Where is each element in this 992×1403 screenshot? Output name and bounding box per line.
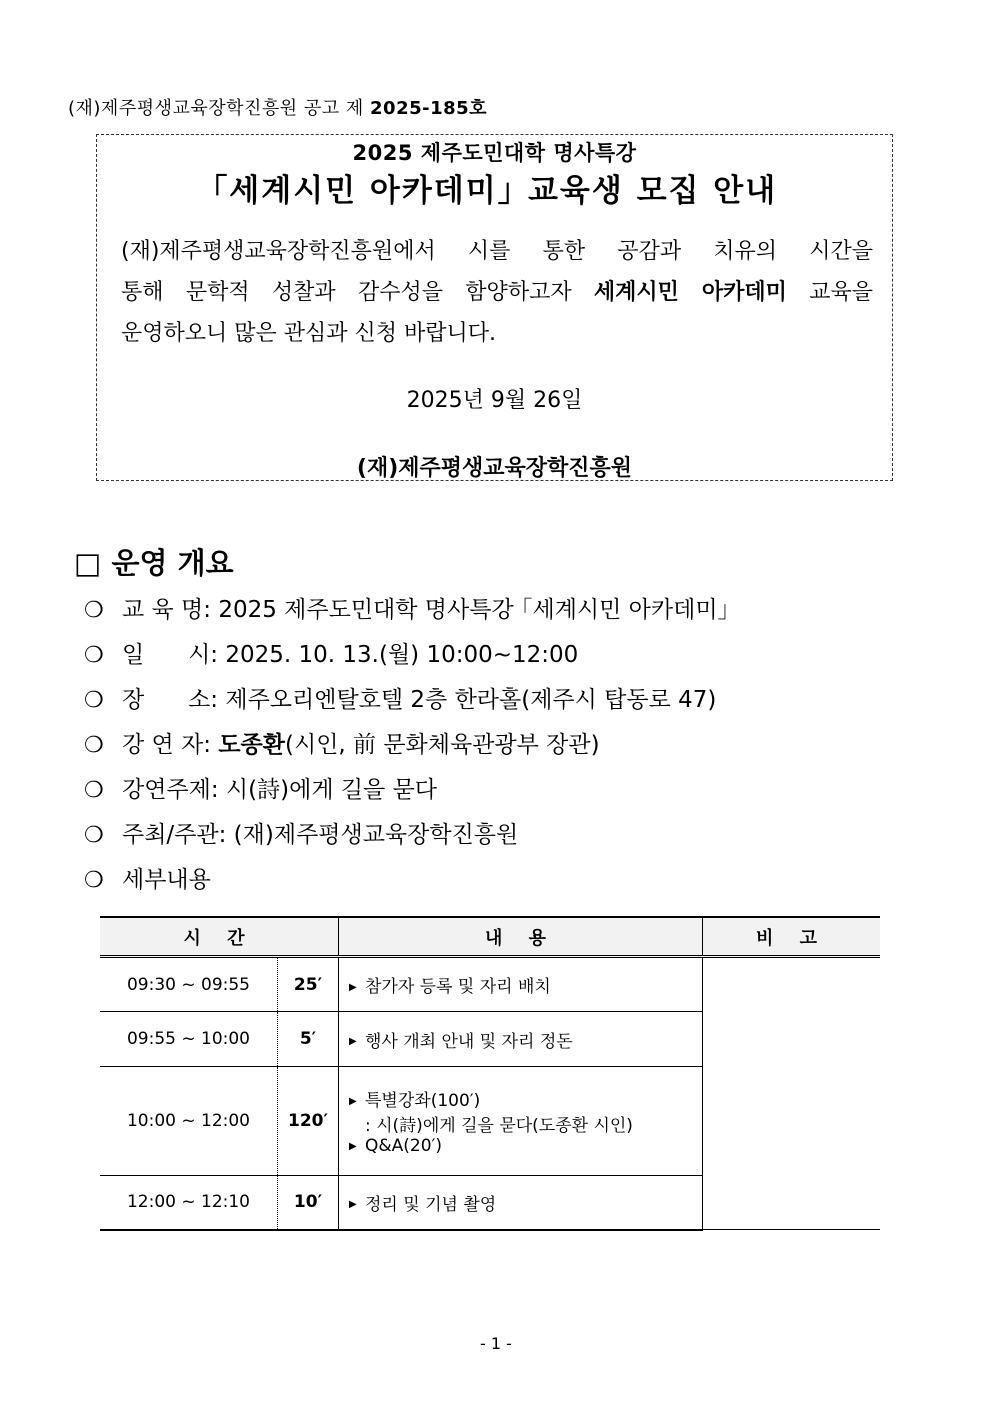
row-content (339, 1176, 703, 1230)
triangle-bullet-icon: ▶ (349, 1036, 357, 1047)
schedule-table (100, 916, 880, 1231)
row-duration: 10′ (278, 1176, 339, 1230)
row-content (339, 1012, 703, 1067)
circle-bullet-icon: ❍ (84, 598, 104, 623)
row-duration: 5′ (278, 1012, 339, 1067)
triangle-bullet-icon: ▶ (349, 1199, 357, 1211)
announcement-org: (재)제주평생교육장학진흥원 (356, 456, 633, 481)
speaker-detail: (시인, 前 문화체육관광부 장관) (285, 732, 600, 758)
row-time: 09:30 ~ 09:55 (100, 957, 278, 1012)
page-number: - 1 - (480, 1334, 512, 1353)
row-content-subtext: : 시(詩)에게 길을 묻다(도종환 시인) (365, 1116, 633, 1136)
body-line-2-end: 교육을 (786, 280, 873, 305)
announcement-body (121, 231, 873, 354)
announcement-box (96, 134, 893, 481)
overview-item-speaker (84, 725, 600, 765)
header-note: 비 고 (703, 917, 881, 957)
announcement-title: ｢세계시민 아카데미｣ 교육생 모집 안내 (211, 173, 778, 209)
notice-number: 2025-185호 (370, 98, 488, 119)
announcement-date: 2025년 9월 26일 (406, 388, 583, 413)
row-content (339, 957, 703, 1012)
row-time: 10:00 ~ 12:00 (100, 1067, 278, 1176)
triangle-bullet-icon: ▶ (349, 1140, 357, 1152)
overview-item-text: 강연주제: 시(詩)에게 길을 묻다 (122, 777, 438, 803)
overview-item-datetime (84, 635, 578, 675)
overview-item-topic (84, 770, 437, 810)
circle-bullet-icon: ❍ (84, 868, 104, 893)
overview-item-details (84, 860, 211, 900)
circle-bullet-icon: ❍ (84, 733, 104, 758)
header-time: 시 간 (100, 917, 339, 957)
overview-item-text: 일 시: 2025. 10. 13.(월) 10:00~12:00 (122, 642, 579, 668)
row-content-text: 특별강좌(100′) (365, 1091, 481, 1111)
notice-number-line (68, 94, 487, 120)
row-time: 09:55 ~ 10:00 (100, 1012, 278, 1067)
overview-item-text: 교 육 명: 2025 제주도민대학 명사특강 ｢세계시민 아카데미｣ (122, 597, 730, 623)
triangle-bullet-icon: ▶ (349, 981, 357, 993)
body-line-2 (121, 272, 873, 313)
body-line-2-bold: 세계시민 아카데미 (593, 280, 787, 305)
row-duration: 120′ (278, 1067, 339, 1176)
body-line-2-start: 통해 문학적 성찰과 감수성을 함양하고자 (121, 280, 594, 305)
row-content (339, 1067, 703, 1176)
overview-item-text: 주최/주관: (재)제주평생교육장학진흥원 (122, 822, 519, 848)
row-content-text: 정리 및 기념 촬영 (365, 1194, 497, 1215)
notice-prefix: (재)제주평생교육장학진흥원 공고 제 (68, 98, 371, 119)
row-time: 12:00 ~ 12:10 (100, 1176, 278, 1230)
triangle-bullet-icon: ▶ (349, 1095, 357, 1107)
row-duration: 25′ (278, 957, 339, 1012)
note-cell (703, 957, 881, 1230)
overview-item-text: 장 소: 제주오리엔탈호텔 2층 한라홀(제주시 탑동로 47) (122, 687, 717, 713)
row-content-text: 행사 개최 안내 및 자리 정돈 (365, 1031, 573, 1052)
circle-bullet-icon: ❍ (84, 688, 104, 713)
row-content-text: Q&A(20′) (365, 1136, 443, 1156)
overview-item-host (84, 815, 518, 855)
body-line-1: (재)제주평생교육장학진흥원에서 시를 통한 공감과 치유의 시간을 (121, 239, 873, 264)
overview-item-venue (84, 680, 716, 720)
overview-item-text: 세부내용 (122, 867, 211, 893)
speaker-label: 강 연 자: (122, 732, 219, 758)
circle-bullet-icon: ❍ (84, 823, 104, 848)
circle-bullet-icon: ❍ (84, 778, 104, 803)
body-line-3: 운영하오니 많은 관심과 신청 바랍니다. (121, 321, 496, 346)
section-title: □ 운영 개요 (74, 546, 234, 580)
row-content-text: 참가자 등록 및 자리 배치 (365, 977, 551, 997)
header-content: 내 용 (339, 917, 703, 957)
table-row (100, 957, 880, 1012)
circle-bullet-icon: ❍ (84, 643, 104, 668)
speaker-name: 도종환 (218, 732, 285, 758)
announcement-subtitle: 2025 제주도민대학 명사특강 (352, 141, 637, 165)
overview-item-course (84, 590, 729, 630)
